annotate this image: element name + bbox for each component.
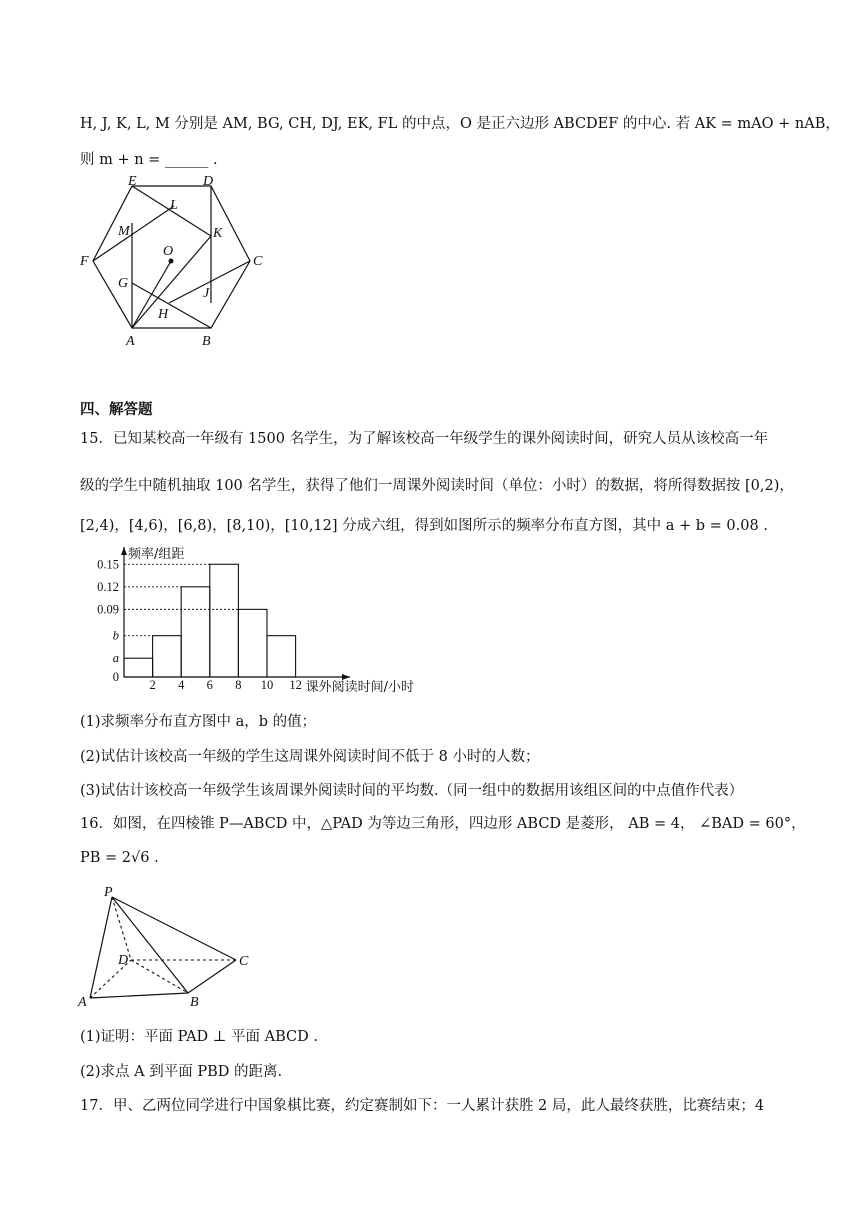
section-title: 四、解答题 [80, 402, 153, 418]
y-axis-title: 频率/组距 [128, 547, 185, 562]
histogram-bar [238, 609, 267, 677]
label-P: P [104, 885, 113, 900]
q15-line2: 级的学生中随机抽取 100 名学生，获得了他们一周课外阅读时间（单位：小时）的数据，将所得数据按 [0,2)， [80, 478, 794, 494]
y-tick-label: b [112, 628, 119, 643]
histogram-bar [124, 658, 153, 677]
q15-line1: 15．已知某校高一年级有 1500 名学生，为了解该校高一年级学生的课外阅读时间，研究人员从该校高一年 [80, 431, 769, 447]
hexagon-figure [76, 175, 276, 350]
q15-sub2: (2)试估计该校高一年级的学生这周课外阅读时间不低于 8 小时的人数； [80, 749, 540, 765]
y-tick-label: a [112, 651, 119, 666]
label-E: E [128, 174, 137, 189]
x-tick-label: 6 [206, 678, 213, 692]
x-tick-label: 2 [149, 678, 156, 692]
label-D: D [118, 953, 129, 968]
label-B: B [202, 334, 211, 349]
x-tick-label: 10 [260, 678, 274, 692]
label-H: H [158, 307, 169, 322]
label-J: J [203, 286, 210, 301]
q14-line2: 则 m + n = ______ . [80, 152, 218, 168]
histogram-bar [210, 564, 239, 677]
q14-line1: H, J, K, L, M 分别是 AM, BG, CH, DJ, EK, FL 的中点，O 是正六边形 ABCDEF 的中心. 若 AK = mAO + nAB， [80, 116, 840, 132]
y-axis-arrow [121, 547, 127, 555]
q16-line2: PB = 2√6 . [80, 850, 159, 866]
y-tick-label: 0.12 [97, 579, 119, 594]
label-G: G [118, 276, 129, 291]
label-C: C [239, 954, 249, 969]
q17-line1: 17．甲、乙两位同学进行中国象棋比赛，约定赛制如下：一人累计获胜 2 局，此人最终获胜，比赛结束；4 [80, 1098, 765, 1114]
x-tick-label: 4 [178, 678, 185, 692]
y-tick-label: 0.15 [97, 557, 119, 572]
label-D: D [203, 174, 214, 189]
y-tick-label: 0 [112, 670, 119, 684]
label-L: L [170, 198, 178, 213]
pyramid-figure [76, 884, 266, 1014]
q16-sub2: (2)求点 A 到平面 PBD 的距离. [80, 1064, 283, 1080]
label-B: B [190, 995, 199, 1010]
histogram-bar [267, 636, 296, 677]
label-A: A [126, 334, 135, 349]
q15-line3: [2,4)，[4,6)，[6,8)，[8,10)，[10,12] 分成六组，得到如图所示的频率分布直方图，其中 a + b = 0.08 . [80, 518, 768, 534]
q16-sub1: (1)证明：平面 PAD ⊥ 平面 ABCD . [80, 1029, 318, 1045]
x-tick-label: 8 [235, 678, 242, 692]
label-K: K [213, 226, 223, 241]
q15-sub1: (1)求频率分布直方图中 a，b 的值； [80, 714, 317, 730]
label-O: O [163, 244, 174, 259]
y-tick-label: 0.09 [97, 602, 119, 617]
label-C: C [253, 254, 263, 269]
frequency-histogram [80, 545, 414, 697]
x-axis-title: 课外阅读时间/小时 [305, 680, 414, 695]
label-A: A [78, 995, 87, 1010]
q16-line1: 16．如图，在四棱锥 P—ABCD 中，△PAD 为等边三角形，四边形 ABCD 是菱形， AB = 4， ∠BAD = 60°， [80, 816, 806, 832]
label-F: F [80, 254, 89, 269]
x-tick-label: 12 [289, 678, 302, 692]
q15-sub3: (3)试估计该校高一年级学生该周课外阅读时间的平均数.（同一组中的数据用该组区间的中点值作代表） [80, 783, 744, 799]
histogram-bar [153, 636, 182, 677]
histogram-bar [181, 587, 210, 677]
label-M: M [118, 224, 130, 239]
